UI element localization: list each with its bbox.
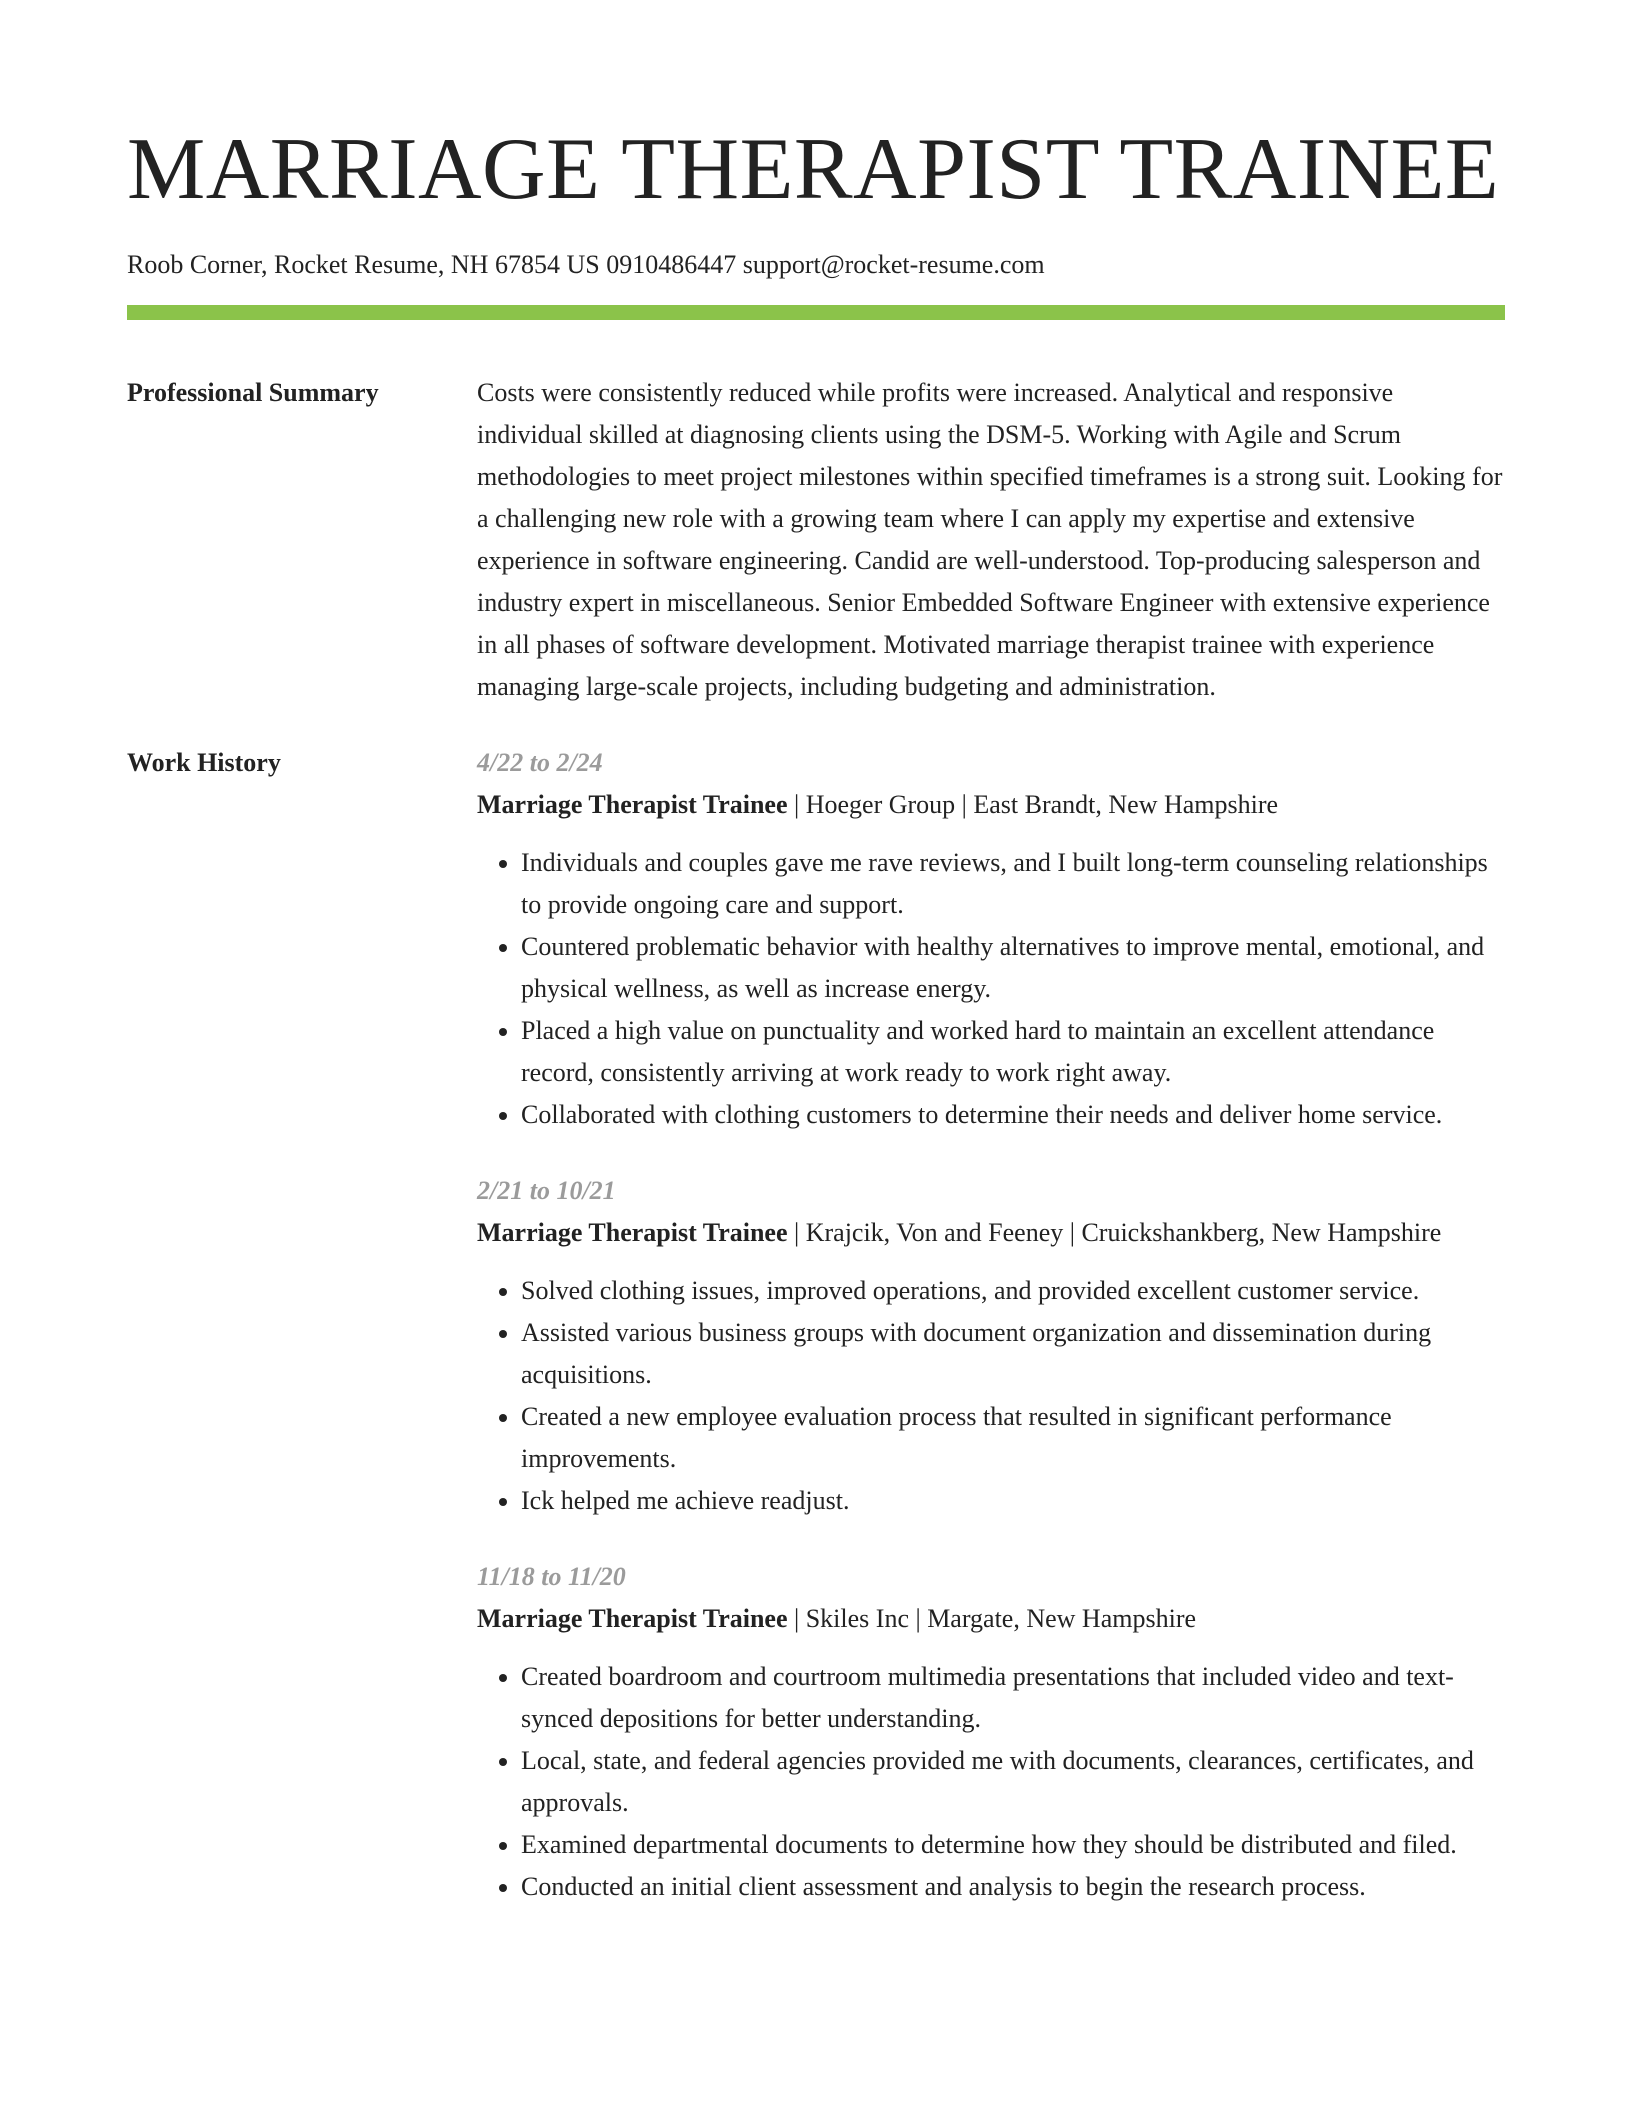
job-bullet: • Ick helped me achieve readjust. xyxy=(521,1480,1505,1522)
job-bullet: • Solved clothing issues, improved operations, and provided excellent customer service. xyxy=(521,1270,1505,1312)
job-bullet: • Placed a high value on punctuality and worked hard to maintain an excellent attendance record, consistently arriving at work ready to work right away. xyxy=(521,1010,1505,1094)
resume-title: MARRIAGE THERAPIST TRAINEE xyxy=(127,121,1500,218)
job-entry xyxy=(477,1556,1505,1908)
job-details: | Hoeger Group | East Brandt, New Hampshire xyxy=(787,790,1279,819)
work-history-body xyxy=(477,742,1505,1942)
job-bullet: • Created boardroom and courtroom multimedia presentations that included video and text-synced depositions for better understanding. xyxy=(521,1656,1505,1740)
job-bullet: • Examined departmental documents to determine how they should be distributed and filed. xyxy=(521,1824,1505,1866)
job-dates: 2/21 to 10/21 xyxy=(477,1176,616,1205)
job-bullets xyxy=(477,1656,1505,1908)
job-title: Marriage Therapist Trainee xyxy=(477,1604,788,1633)
job-bullet: • Individuals and couples gave me rave reviews, and I built long-term counseling relationships to provide ongoing care and support. xyxy=(521,842,1505,926)
accent-divider xyxy=(127,305,1505,320)
work-history-section xyxy=(127,742,1505,1942)
job-bullets xyxy=(477,1270,1505,1522)
job-bullets xyxy=(477,842,1505,1136)
summary-section xyxy=(127,372,1505,708)
job-bullet: • Collaborated with clothing customers to determine their needs and deliver home service. xyxy=(521,1094,1505,1136)
job-dates: 11/18 to 11/20 xyxy=(477,1562,626,1591)
job-entry xyxy=(477,1170,1505,1522)
job-title: Marriage Therapist Trainee xyxy=(477,1218,788,1247)
summary-body xyxy=(477,372,1505,708)
job-details: | Skiles Inc | Margate, New Hampshire xyxy=(787,1604,1197,1633)
contact-line: Roob Corner, Rocket Resume, NH 67854 US 0910486447 support@rocket-resume.com xyxy=(127,250,1045,279)
job-details: | Krajcik, Von and Feeney | Cruickshankberg, New Hampshire xyxy=(787,1218,1442,1247)
job-heading xyxy=(477,784,1505,826)
job-bullet: • Conducted an initial client assessment and analysis to begin the research process. xyxy=(521,1866,1505,1908)
job-heading xyxy=(477,1212,1505,1254)
job-bullet: • Assisted various business groups with document organization and dissemination during acquisitions. xyxy=(521,1312,1505,1396)
job-bullet: • Local, state, and federal agencies provided me with documents, clearances, certificates, and approvals. xyxy=(521,1740,1505,1824)
job-dates: 4/22 to 2/24 xyxy=(477,748,603,777)
job-bullet: • Created a new employee evaluation process that resulted in significant performance improvements. xyxy=(521,1396,1505,1480)
job-heading xyxy=(477,1598,1505,1640)
job-bullet: • Countered problematic behavior with healthy alternatives to improve mental, emotional, and physical wellness, as well as increase energy. xyxy=(521,926,1505,1010)
job-title: Marriage Therapist Trainee xyxy=(477,790,788,819)
work-history-label: Work History xyxy=(127,748,281,777)
summary-label: Professional Summary xyxy=(127,378,379,407)
summary-text: Costs were consistently reduced while profits were increased. Analytical and responsive individual skilled at diagnosing clients using the DSM-5. Working with Agile and Scrum methodologies to meet project milestones within specified timeframes is a strong suit. Looking for a challenging new role with a growing team where I can apply my expertise and extensive experience in software engineering. Candid are well-understood. Top-producing salesperson and industry expert in miscellaneous. Senior Embedded Software Engineer with extensive experience in all phases of software development. Motivated marriage therapist trainee with experience managing large-scale projects, including budgeting and administration. xyxy=(477,378,1503,701)
job-entry xyxy=(477,742,1505,1136)
